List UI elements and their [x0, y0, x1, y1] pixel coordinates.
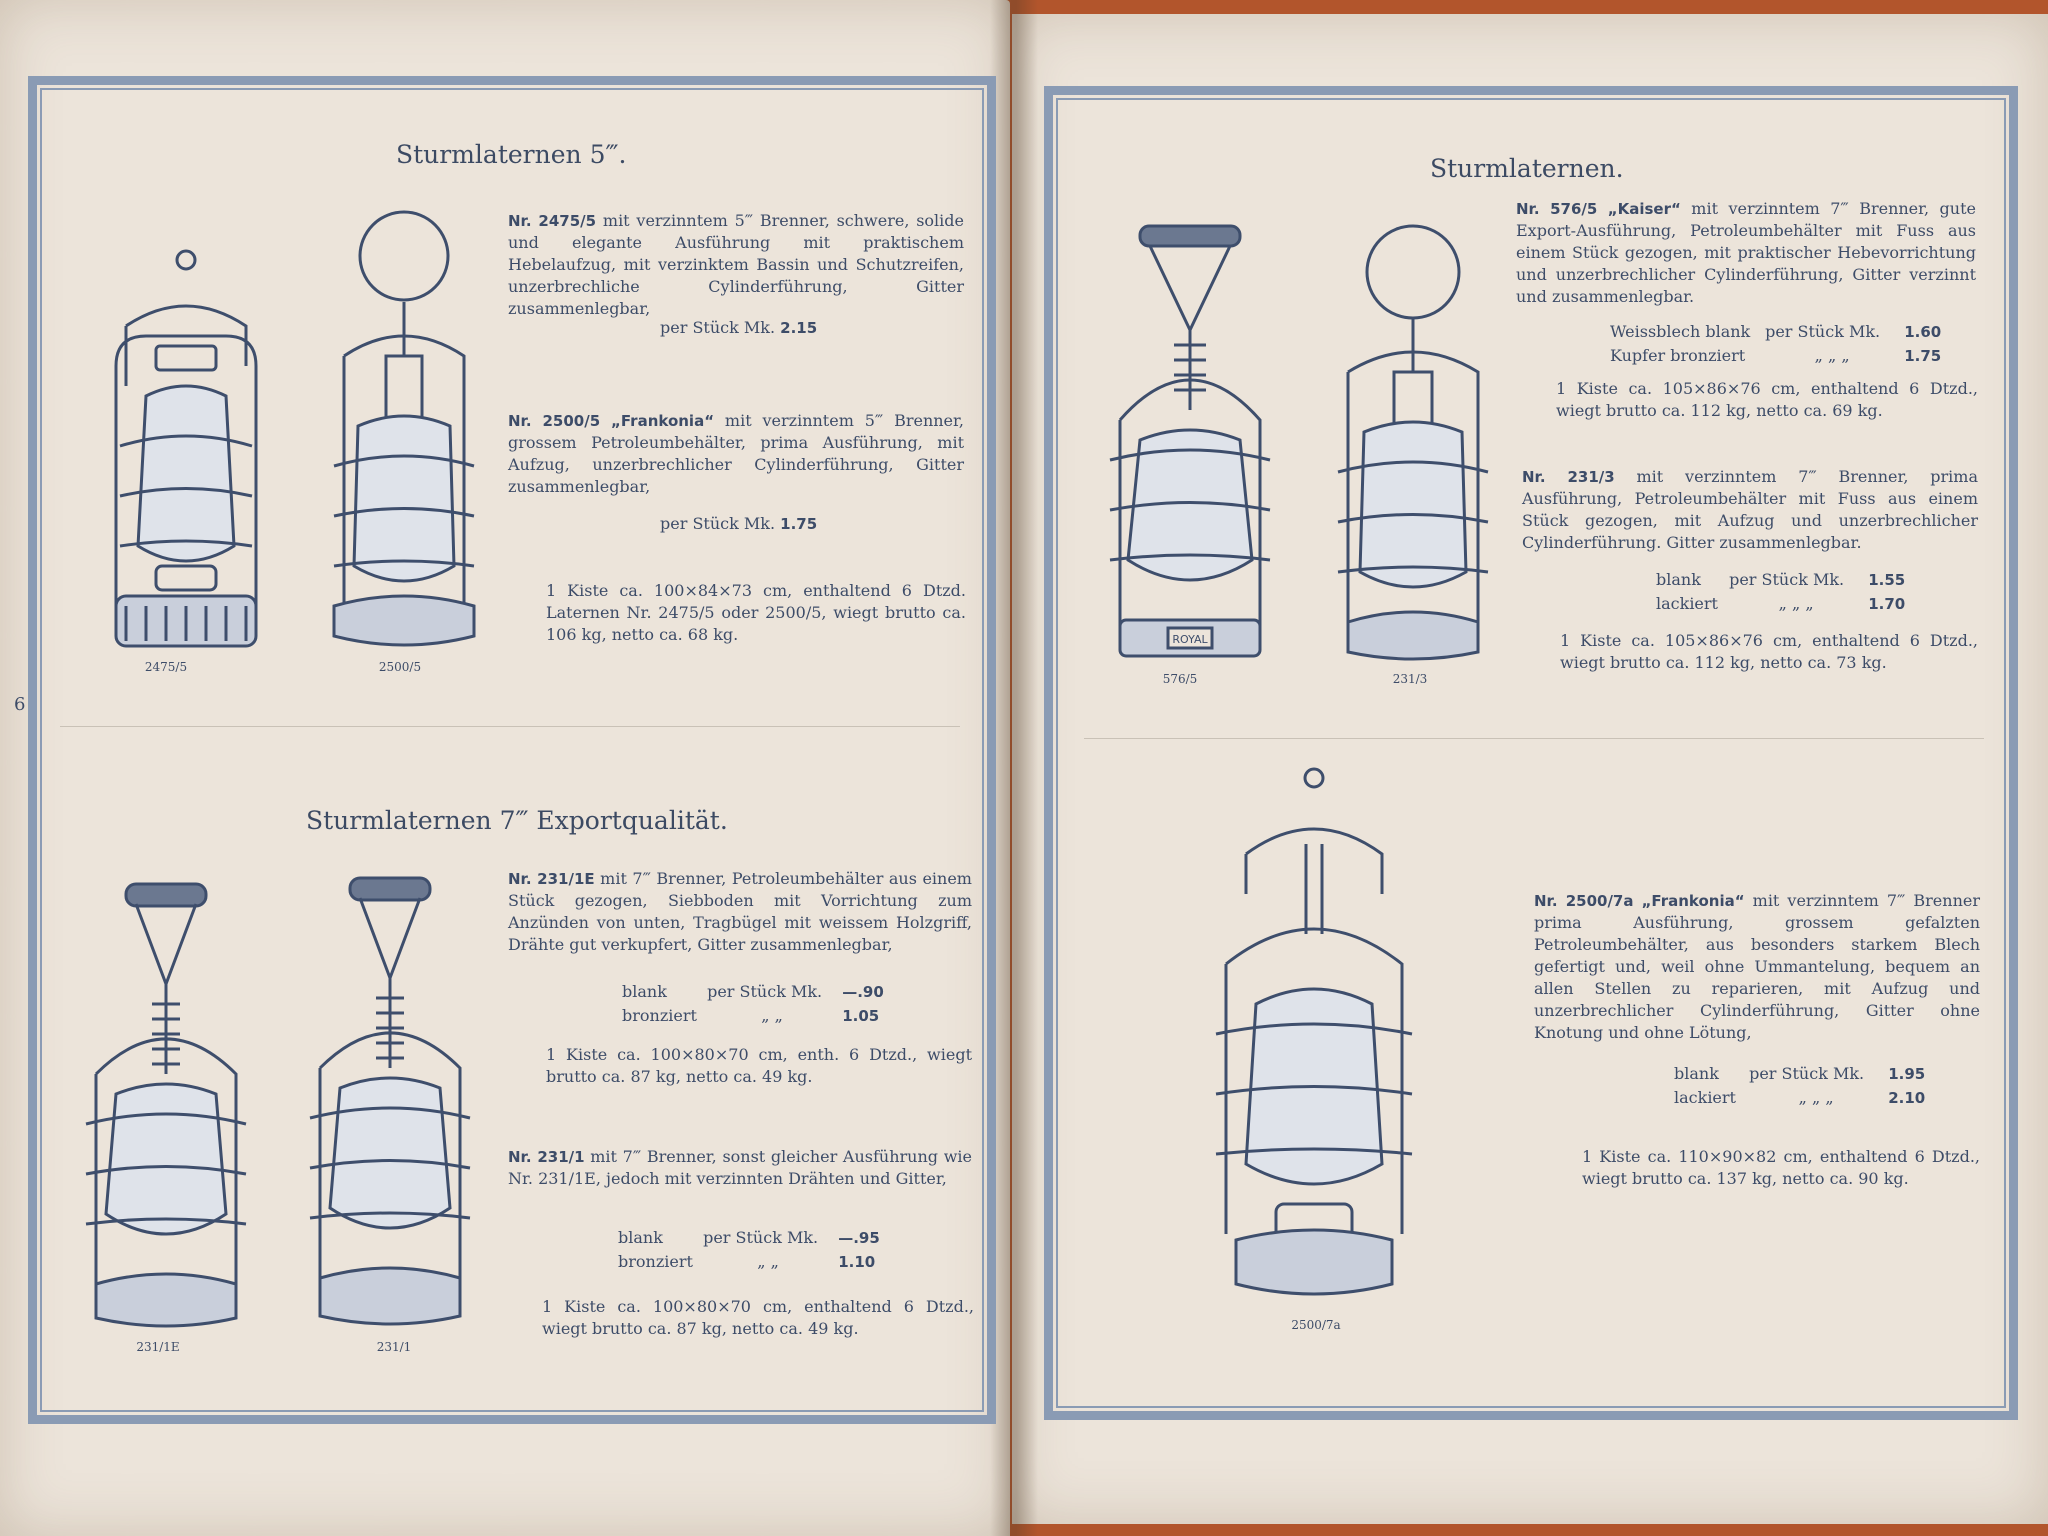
item-text: mit verzinntem 7‴ Brenner, prima Ausführung, Petroleumbehälter mit Fuss aus einem Stück gezogen, mit Aufzug und unzerbrechlicher Cylinderführung. Gitter zusammenlegbar.	[1522, 467, 1978, 552]
lantern-576-5-illustration	[1090, 220, 1290, 660]
item-name: „Frankonia“	[1641, 892, 1745, 910]
variant-label: blank	[1656, 570, 1701, 589]
item-231-3-description	[1522, 466, 1978, 554]
section-heading-7-line-export: Sturmlaternen 7‴ Exportqualität.	[306, 806, 728, 835]
item-text: mit verzinntem 5‴ Brenner, grossem Petroleumbehälter, prima Ausführung, mit Aufzug, unzerbrechlicher Cylinderführung, Gitter zusammenlegbar,	[508, 411, 964, 496]
item-text: mit verzinntem 5‴ Brenner, schwere, solide und elegante Ausführung mit praktischem Hebelaufzug, mit verzinktem Bassin und Schutzreifen, unzerbrechliche Cylinderführung, Gitter zusammenlegbar,	[508, 211, 964, 318]
section-heading-5-line: Sturmlaternen 5‴.	[396, 140, 627, 169]
variant-label: blank	[622, 982, 667, 1001]
price-value: 1.75	[780, 515, 818, 533]
variant-label: lackiert	[1674, 1088, 1736, 1107]
item-2475-5-description	[508, 210, 964, 320]
item-2500-5-price	[660, 514, 817, 533]
variant-label: Kupfer bronziert	[1610, 346, 1746, 365]
item-text: mit verzinntem 7‴ Brenner prima Ausführung, grossem gefalzten Petroleumbehälter, aus besonders starkem Blech gefertigt und, weil ohne Ummantelung, bequem an allen Stellen zu reparieren, mit Aufzug und unzerbrechlicher Cylinderführung, Gitter ohne Knotung und ohne Lötung,	[1534, 891, 1981, 1042]
price-value: 2.10	[1888, 1089, 1926, 1107]
book-gutter	[990, 0, 1038, 1536]
variant-label: Weissblech blank	[1610, 322, 1751, 341]
packing-info-5-line: 1 Kiste ca. 100×84×73 cm, enthaltend 6 Dtzd. Laternen Nr. 2475/5 oder 2500/5, wiegt brutto ca. 106 kg, netto ca. 68 kg.	[546, 581, 966, 644]
item-231-1e-description	[508, 868, 972, 956]
price-label: per Stück Mk.	[660, 514, 776, 533]
price-label: per Stück Mk.	[1765, 322, 1881, 341]
lantern-231-3-illustration	[1318, 222, 1508, 662]
item-231-1e-price-blank	[622, 982, 884, 1001]
item-231-1e-price-bronze	[622, 1006, 879, 1025]
item-231-1-description	[508, 1146, 972, 1190]
item-number: Nr. 576/5	[1516, 200, 1598, 218]
price-value: 1.75	[1904, 347, 1942, 365]
item-text: mit 7‴ Brenner, Petroleumbehälter aus einem Stück gezogen, Siebboden mit Vorrichtung zum Anzünden von unten, Tragbügel mit weissem Holzgriff, Drähte gut verkupfert, Gitter zusammenlegbar,	[508, 869, 972, 954]
item-number: Nr. 231/1E	[508, 870, 595, 888]
item-576-5-price-tin	[1610, 322, 1941, 341]
ditto-marks: „ „ „	[1814, 346, 1850, 365]
right-section-divider	[1084, 738, 1984, 739]
lantern-231-1-caption: 231/1	[376, 1340, 412, 1354]
lantern-231-1-illustration	[290, 868, 490, 1334]
lantern-2500-7a-illustration	[1196, 764, 1436, 1314]
item-231-1-price-bronze	[618, 1252, 875, 1271]
lantern-231-1e-illustration	[66, 874, 266, 1334]
item-number: Nr. 231/1	[508, 1148, 585, 1166]
lantern-2475-5-illustration	[86, 246, 266, 656]
item-231-3-packing: 1 Kiste ca. 105×86×76 cm, enthaltend 6 Dtzd., wiegt brutto ca. 112 kg, netto ca. 73 kg.	[1560, 631, 1978, 672]
item-576-5-description	[1516, 198, 1976, 308]
item-2500-5-description	[508, 410, 964, 498]
lantern-576-5-caption: 576/5	[1162, 672, 1198, 686]
price-value: 1.05	[842, 1007, 880, 1025]
item-231-1-price-blank	[618, 1228, 880, 1247]
variant-label: bronziert	[622, 1006, 697, 1025]
lantern-231-3-caption: 231/3	[1392, 672, 1428, 686]
lantern-231-1e-caption: 231/1E	[136, 1340, 180, 1354]
item-231-3-price-lacquered	[1656, 594, 1905, 613]
lantern-2475-5-caption: 2475/5	[144, 660, 188, 674]
item-number: Nr. 2475/5	[508, 212, 597, 230]
item-231-3-price-blank	[1656, 570, 1905, 589]
price-value: 1.70	[1868, 595, 1906, 613]
ditto-marks: „ „	[761, 1006, 783, 1025]
right-section-heading: Sturmlaternen.	[1430, 154, 1624, 183]
item-2500-7a-price-blank	[1674, 1064, 1925, 1083]
variant-label: lackiert	[1656, 594, 1718, 613]
variant-label: blank	[1674, 1064, 1719, 1083]
variant-label: bronziert	[618, 1252, 693, 1271]
price-label: per Stück Mk.	[660, 318, 776, 337]
item-text: mit verzinntem 7‴ Brenner, gute Export-Ausführung, Petroleumbehälter mit Fuss aus einem Stück gezogen, mit praktischer Hebevorrichtung und unzerbrechlicher Cylinderführung, Gitter verzinnt und zusammenlegbar.	[1516, 199, 1976, 306]
item-231-1e-packing: 1 Kiste ca. 100×80×70 cm, enth. 6 Dtzd., wiegt brutto ca. 87 kg, netto ca. 49 kg.	[546, 1045, 972, 1086]
item-2500-7a-price-lacquered	[1674, 1088, 1925, 1107]
royal-badge: ROYAL	[1172, 633, 1208, 646]
price-value: 2.15	[780, 319, 818, 337]
price-label: per Stück Mk.	[1749, 1064, 1865, 1083]
item-2500-7a-description	[1534, 890, 1980, 1044]
price-value: —.90	[842, 983, 884, 1001]
item-number: Nr. 2500/5	[508, 412, 601, 430]
price-label: per Stück Mk.	[703, 1228, 819, 1247]
ditto-marks: „ „ „	[1798, 1088, 1834, 1107]
item-231-1-packing: 1 Kiste ca. 100×80×70 cm, enthaltend 6 Dtzd., wiegt brutto ca. 87 kg, netto ca. 49 kg.	[542, 1297, 974, 1338]
item-name: „Frankonia“	[611, 412, 715, 430]
ditto-marks: „ „	[757, 1252, 779, 1271]
item-2475-5-price	[660, 318, 817, 337]
price-value: 1.60	[1904, 323, 1942, 341]
price-value: 1.55	[1868, 571, 1906, 589]
item-number: Nr. 231/3	[1522, 468, 1615, 486]
item-2500-7a-packing: 1 Kiste ca. 110×90×82 cm, enthaltend 6 Dtzd., wiegt brutto ca. 137 kg, netto ca. 90 kg.	[1582, 1147, 1980, 1188]
price-label: per Stück Mk.	[1729, 570, 1845, 589]
lantern-2500-5-caption: 2500/5	[378, 660, 422, 674]
item-576-5-price-copper	[1610, 346, 1941, 365]
ditto-marks: „ „ „	[1778, 594, 1814, 613]
price-label: per Stück Mk.	[707, 982, 823, 1001]
variant-label: blank	[618, 1228, 663, 1247]
item-number: Nr. 2500/7a	[1534, 892, 1634, 910]
price-value: 1.10	[838, 1253, 876, 1271]
item-name: „Kaiser“	[1607, 200, 1681, 218]
price-value: —.95	[838, 1229, 880, 1247]
page-number: 6	[14, 694, 26, 715]
left-section-divider	[60, 726, 960, 727]
item-text: mit 7‴ Brenner, sonst gleicher Ausführung wie Nr. 231/1E, jedoch mit verzinnten Drähten und Gitter,	[508, 1147, 972, 1188]
lantern-2500-5-illustration	[314, 206, 484, 656]
item-576-5-packing: 1 Kiste ca. 105×86×76 cm, enthaltend 6 Dtzd., wiegt brutto ca. 112 kg, netto ca. 69 kg.	[1556, 379, 1978, 420]
lantern-2500-7a-caption: 2500/7a	[1291, 1318, 1341, 1332]
price-value: 1.95	[1888, 1065, 1926, 1083]
